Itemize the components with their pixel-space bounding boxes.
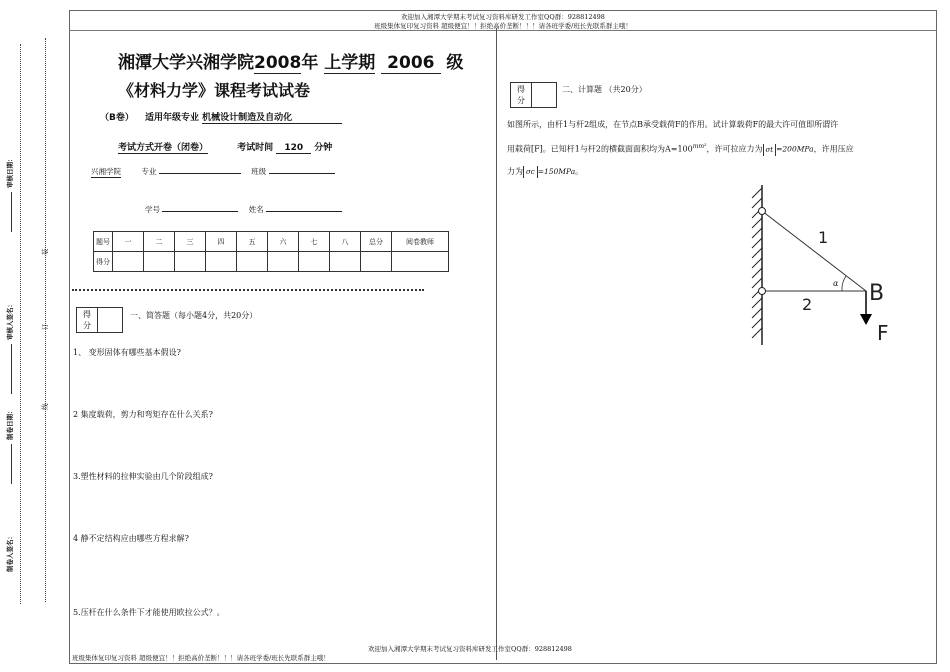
sigma-c-value: =150MPa xyxy=(537,166,576,176)
exam-mode-line xyxy=(118,140,332,154)
section-separator xyxy=(72,289,424,291)
binding-line-left xyxy=(20,44,21,604)
bar-1 xyxy=(762,211,866,291)
exam-mode: 考试方式开卷（闭卷） xyxy=(118,140,208,154)
approve-date-line xyxy=(11,192,12,232)
seal-char-1: 装 xyxy=(41,248,49,255)
col-1: 一 xyxy=(113,232,144,252)
score-box-label: 得 分 xyxy=(511,83,532,107)
reviewer-cell[interactable] xyxy=(392,252,449,272)
col-8: 八 xyxy=(330,232,361,252)
footer-note-2: 班级集体复印复习资料 超级便宜！！拒绝高价垄断！！！请各班学委/班长先联系群主哦！ xyxy=(72,654,330,662)
node-b-label: B xyxy=(869,281,885,306)
question-1: 1、 变形固体有哪些基本假设? xyxy=(73,348,181,357)
maker-date-label: 制卷日期： xyxy=(6,407,14,440)
score-cell[interactable] xyxy=(330,252,361,272)
problem-statement xyxy=(507,114,932,183)
approver-sign-label: 审核人签名： xyxy=(6,301,14,340)
question-4: 4 静不定结构应由哪些方程求解? xyxy=(73,534,189,543)
truss-figure xyxy=(740,180,900,350)
question-2: 2 集度载荷，剪力和弯矩存在什么关系? xyxy=(73,410,213,419)
problem-line-3: 力为 σc =150MPa。 xyxy=(507,166,584,176)
score-cell[interactable] xyxy=(268,252,299,272)
year-suffix: 年 xyxy=(301,53,319,73)
score-cell[interactable] xyxy=(237,252,268,272)
column-divider xyxy=(496,28,497,660)
paper-version: （B卷） xyxy=(100,113,134,123)
score-cell[interactable] xyxy=(206,252,237,272)
col-7: 七 xyxy=(299,232,330,252)
exam-time-label: 考试时间 xyxy=(237,143,274,153)
score-cell[interactable] xyxy=(144,252,175,272)
col-2: 二 xyxy=(144,232,175,252)
footer-note-1: 欢迎加入湘潭大学期末考试复习资料库研发工作室QQ群：928812498 xyxy=(368,645,572,653)
course-title: 《材料力学》课程考试试卷 xyxy=(118,81,311,100)
score-cell[interactable] xyxy=(113,252,144,272)
approve-date-label: 审核日期： xyxy=(6,155,14,188)
school-name: 湘潭大学兴湘学院 xyxy=(118,53,254,73)
header-divider xyxy=(69,30,937,31)
student-id-label: 学号 xyxy=(145,205,160,214)
section1-title: 一、简答题（每小题4分，共20分） xyxy=(130,311,258,320)
specialty-label: 专业 xyxy=(141,167,157,176)
angle-arc xyxy=(842,276,846,291)
hinge-bottom xyxy=(759,288,766,295)
paper-info xyxy=(100,110,342,124)
student-info-line xyxy=(91,166,335,178)
student-id-field[interactable] xyxy=(162,211,238,212)
section1-score-box xyxy=(76,307,123,333)
name-label: 姓名 xyxy=(248,205,264,214)
sigma-t-value: =200MPa xyxy=(776,144,814,154)
score-table xyxy=(93,231,449,272)
bar-2-label: 2 xyxy=(802,295,813,314)
approver-sign-line xyxy=(11,344,12,394)
problem-line-1: 如图所示，由杆1与杆2组成，在节点B承受载荷F的作用。试计算载荷F的最大许可值即所谓许 xyxy=(507,120,839,129)
score-cell[interactable] xyxy=(175,252,206,272)
seal-char-2: 订 xyxy=(41,323,49,330)
score-cell[interactable] xyxy=(361,252,392,272)
load-f-label: F xyxy=(877,321,889,345)
problem-line-2: 用载荷[F]。已知杆1与杆2的横截面面积均为$A=100^{mm^2}$，许可拉应力为 σt =200MPa，许用压应 xyxy=(507,143,854,154)
name-field[interactable] xyxy=(266,211,342,212)
class-label: 班级 xyxy=(251,167,267,176)
grade: 2006 xyxy=(381,53,440,74)
score-box-field[interactable] xyxy=(98,308,122,332)
col-3: 三 xyxy=(175,232,206,252)
exam-time-value: 120 xyxy=(276,143,311,154)
exam-title xyxy=(118,48,463,74)
grade-suffix: 级 xyxy=(446,53,464,73)
row-header-number: 题号 xyxy=(94,232,113,252)
section2-score-box xyxy=(510,82,557,108)
col-6: 六 xyxy=(268,232,299,252)
question-3: 3.塑性材料的拉伸实验由几个阶段组成? xyxy=(73,472,213,481)
score-cell[interactable] xyxy=(299,252,330,272)
term: 上学期 xyxy=(324,48,375,74)
area-unit: mm² xyxy=(692,143,707,150)
question-5: 5.压杆在什么条件下才能使用欧拉公式？。 xyxy=(73,608,225,617)
score-box-field[interactable] xyxy=(532,83,556,107)
year: 2008 xyxy=(254,53,302,73)
maker-date-line xyxy=(11,444,12,484)
student-id-line xyxy=(145,204,342,215)
section2-title: 二、计算题 （共20分） xyxy=(562,85,647,94)
header-note-2: 班级集体复印复习资料 超级便宜！！拒绝高价垄断！！！请各班学委/班长先联系群主哦！ xyxy=(374,22,632,30)
major-value: 机械设计制造及自动化 xyxy=(202,110,342,124)
score-table-score-row xyxy=(94,252,449,272)
angle-label: α xyxy=(833,279,839,288)
row-header-score: 得分 xyxy=(94,252,113,272)
college-name: 兴湘学院 xyxy=(91,167,121,176)
specialty-field[interactable] xyxy=(159,173,241,174)
exam-time-unit: 分钟 xyxy=(314,143,333,153)
col-total: 总分 xyxy=(361,232,392,252)
col-5: 五 xyxy=(237,232,268,252)
header-note-1: 欢迎加入湘潭大学期末考试复习资料库研发工作室QQ群：928812498 xyxy=(401,13,605,21)
col-4: 四 xyxy=(206,232,237,252)
class-field[interactable] xyxy=(269,173,335,174)
score-table-header-row xyxy=(94,232,449,252)
bar-1-label: 1 xyxy=(818,228,829,247)
score-box-label: 得 分 xyxy=(77,308,98,332)
load-arrowhead xyxy=(860,314,872,325)
col-reviewer: 阅卷教师 xyxy=(392,232,449,252)
hinge-top xyxy=(759,208,766,215)
seal-char-3: 线 xyxy=(41,403,49,410)
maker-sign-label: 制卷人签名： xyxy=(6,533,14,572)
sigma-t: σt xyxy=(763,144,777,156)
binding-line-right xyxy=(45,38,46,602)
sigma-c: σc xyxy=(523,166,538,178)
major-label: 适用年级专业 xyxy=(145,113,200,123)
